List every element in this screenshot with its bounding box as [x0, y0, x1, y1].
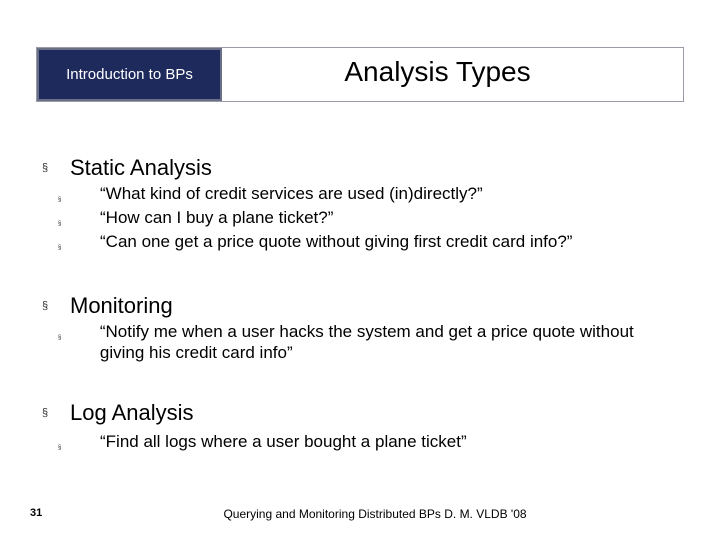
footer-text: Querying and Monitoring Distributed BPs D. M. VLDB '08 — [223, 507, 527, 521]
slide-header — [36, 47, 684, 102]
bullet-icon: § — [58, 245, 62, 251]
section-heading-log-analysis — [42, 400, 194, 426]
section-heading-monitoring — [42, 293, 173, 319]
bullet-icon: § — [42, 407, 49, 419]
bullet-icon: § — [58, 221, 62, 227]
bullet-icon: § — [58, 445, 62, 451]
bullet-icon: § — [58, 335, 62, 341]
slide-title: Analysis Types — [344, 55, 531, 87]
section-heading-label: Static Analysis — [70, 155, 212, 180]
list-item — [58, 431, 467, 459]
section-heading-label: Log Analysis — [70, 400, 194, 425]
list-item-text: “What kind of credit services are used (in)directly?” — [100, 184, 483, 203]
bullet-icon: § — [42, 300, 49, 312]
page-number: 31 — [30, 507, 43, 519]
list-item-text: “Notify me when a user hacks the system and get a price quote without giving his credit card info” — [99, 322, 634, 362]
bullet-icon: § — [58, 197, 62, 203]
bullet-icon: § — [42, 162, 49, 174]
list-item — [58, 321, 668, 363]
list-item-text: “Find all logs where a user bought a plane ticket” — [100, 432, 467, 451]
list-item-text: “How can I buy a plane ticket?” — [100, 208, 334, 227]
list-item — [58, 231, 572, 259]
section-label: Introduction to BPs — [37, 48, 222, 101]
section-heading-static-analysis — [42, 155, 212, 181]
list-item-text: “Can one get a price quote without giving first credit card info?” — [100, 232, 573, 251]
section-heading-label: Monitoring — [70, 293, 173, 318]
